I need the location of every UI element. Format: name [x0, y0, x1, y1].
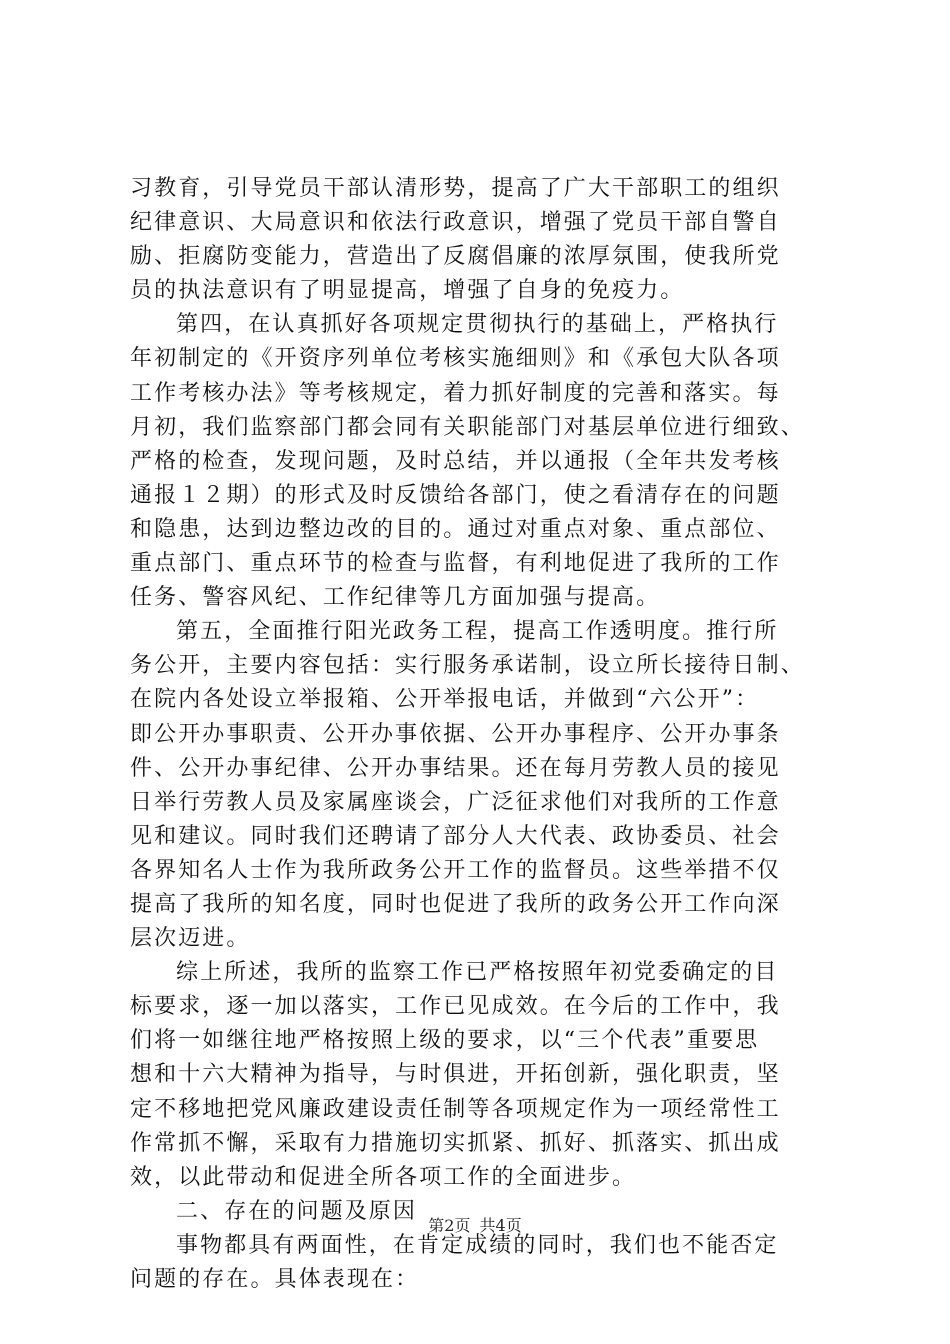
text-line: 在院内各处设立举报箱、公开举报电话，并做到“六公开”：: [130, 687, 760, 713]
text-line: 严格的检查，发现问题，及时总结，并以通报（全年共发考核: [130, 448, 781, 474]
page-total: 共4页: [479, 1216, 522, 1235]
text-line: 和隐患，达到边整边改的目的。通过对重点对象、重点部位、: [130, 516, 781, 542]
text-line: 见和建议。同时我们还聘请了部分人大代表、政协委员、社会: [130, 823, 781, 849]
text-line: 们将一如继往地严格按照上级的要求，以“三个代表”重要思: [130, 1028, 760, 1054]
text-line: 效，以此带动和促进全所各项工作的全面进步。: [130, 1164, 637, 1190]
text-line: 月初，我们监察部门都会同有关职能部门对基层单位进行细致、: [130, 414, 805, 440]
page-footer: [0, 1214, 950, 1238]
text-line: 任务、警容风纪、工作纪律等几方面加强与提高。: [130, 585, 661, 611]
text-line: 重点部门、重点环节的检查与监督，有利地促进了我所的工作: [130, 551, 781, 577]
text-line: 务公开，主要内容包括：实行服务承诺制，设立所长接待日制、: [130, 653, 805, 679]
text-line: 第四，在认真抓好各项规定贯彻执行的基础上，严格执行: [176, 312, 779, 338]
text-line: 标要求，逐一加以落实，工作已见成效。在今后的工作中，我: [130, 994, 781, 1020]
text-line: 定不移地把党风廉政建设责任制等各项规定作为一项经常性工: [130, 1096, 781, 1122]
text-line: 即公开办事职责、公开办事依据、公开办事程序、公开办事条: [130, 721, 781, 747]
text-line: 层次迈进。: [130, 926, 251, 952]
text-line: 提高了我所的知名度，同时也促进了我所的政务公开工作向深: [130, 891, 781, 917]
text-line: 事物都具有两面性，在肯定成绩的同时，我们也不能否定: [176, 1232, 779, 1258]
text-line: 励、拒腐防变能力，营造出了反腐倡廉的浓厚氛围，使我所党: [130, 244, 781, 270]
text-line: 二、存在的问题及原因: [176, 1198, 418, 1224]
text-line: 员的执法意识有了明显提高，增强了自身的免疫力。: [130, 278, 685, 304]
text-line: 各界知名人士作为我所政务公开工作的监督员。这些举措不仅: [130, 857, 781, 883]
text-line: 综上所述，我所的监察工作已严格按照年初党委确定的目: [176, 960, 779, 986]
text-line: 件、公开办事纪律、公开办事结果。还在每月劳教人员的接见: [130, 755, 781, 781]
body-text: [130, 172, 835, 1297]
text-line: 第五，全面推行阳光政务工程，提高工作透明度。推行所: [176, 619, 779, 645]
text-line: 日举行劳教人员及家属座谈会，广泛征求他们对我所的工作意: [130, 789, 781, 815]
text-line: 作常抓不懈，采取有力措施切实抓紧、抓好、抓落实、抓出成: [130, 1130, 781, 1156]
text-line: 纪律意识、大局意识和依法行政意识，增强了党员干部自警自: [130, 210, 781, 236]
text-line: 问题的存在。具体表现在：: [130, 1267, 420, 1292]
page-number: 第2页: [428, 1216, 471, 1235]
text-line: 想和十六大精神为指导，与时俱进，开拓创新，强化职责，坚: [130, 1062, 781, 1088]
text-line: 习教育，引导党员干部认清形势，提高了广大干部职工的组织: [130, 176, 781, 201]
text-line: 工作考核办法》等考核规定，着力抓好制度的完善和落实。每: [130, 380, 781, 406]
text-line: 年初制定的《开资序列单位考核实施细则》和《承包大队各项: [130, 346, 781, 372]
text-line: 通报１２期）的形式及时反馈给各部门，使之看清存在的问题: [130, 482, 781, 508]
